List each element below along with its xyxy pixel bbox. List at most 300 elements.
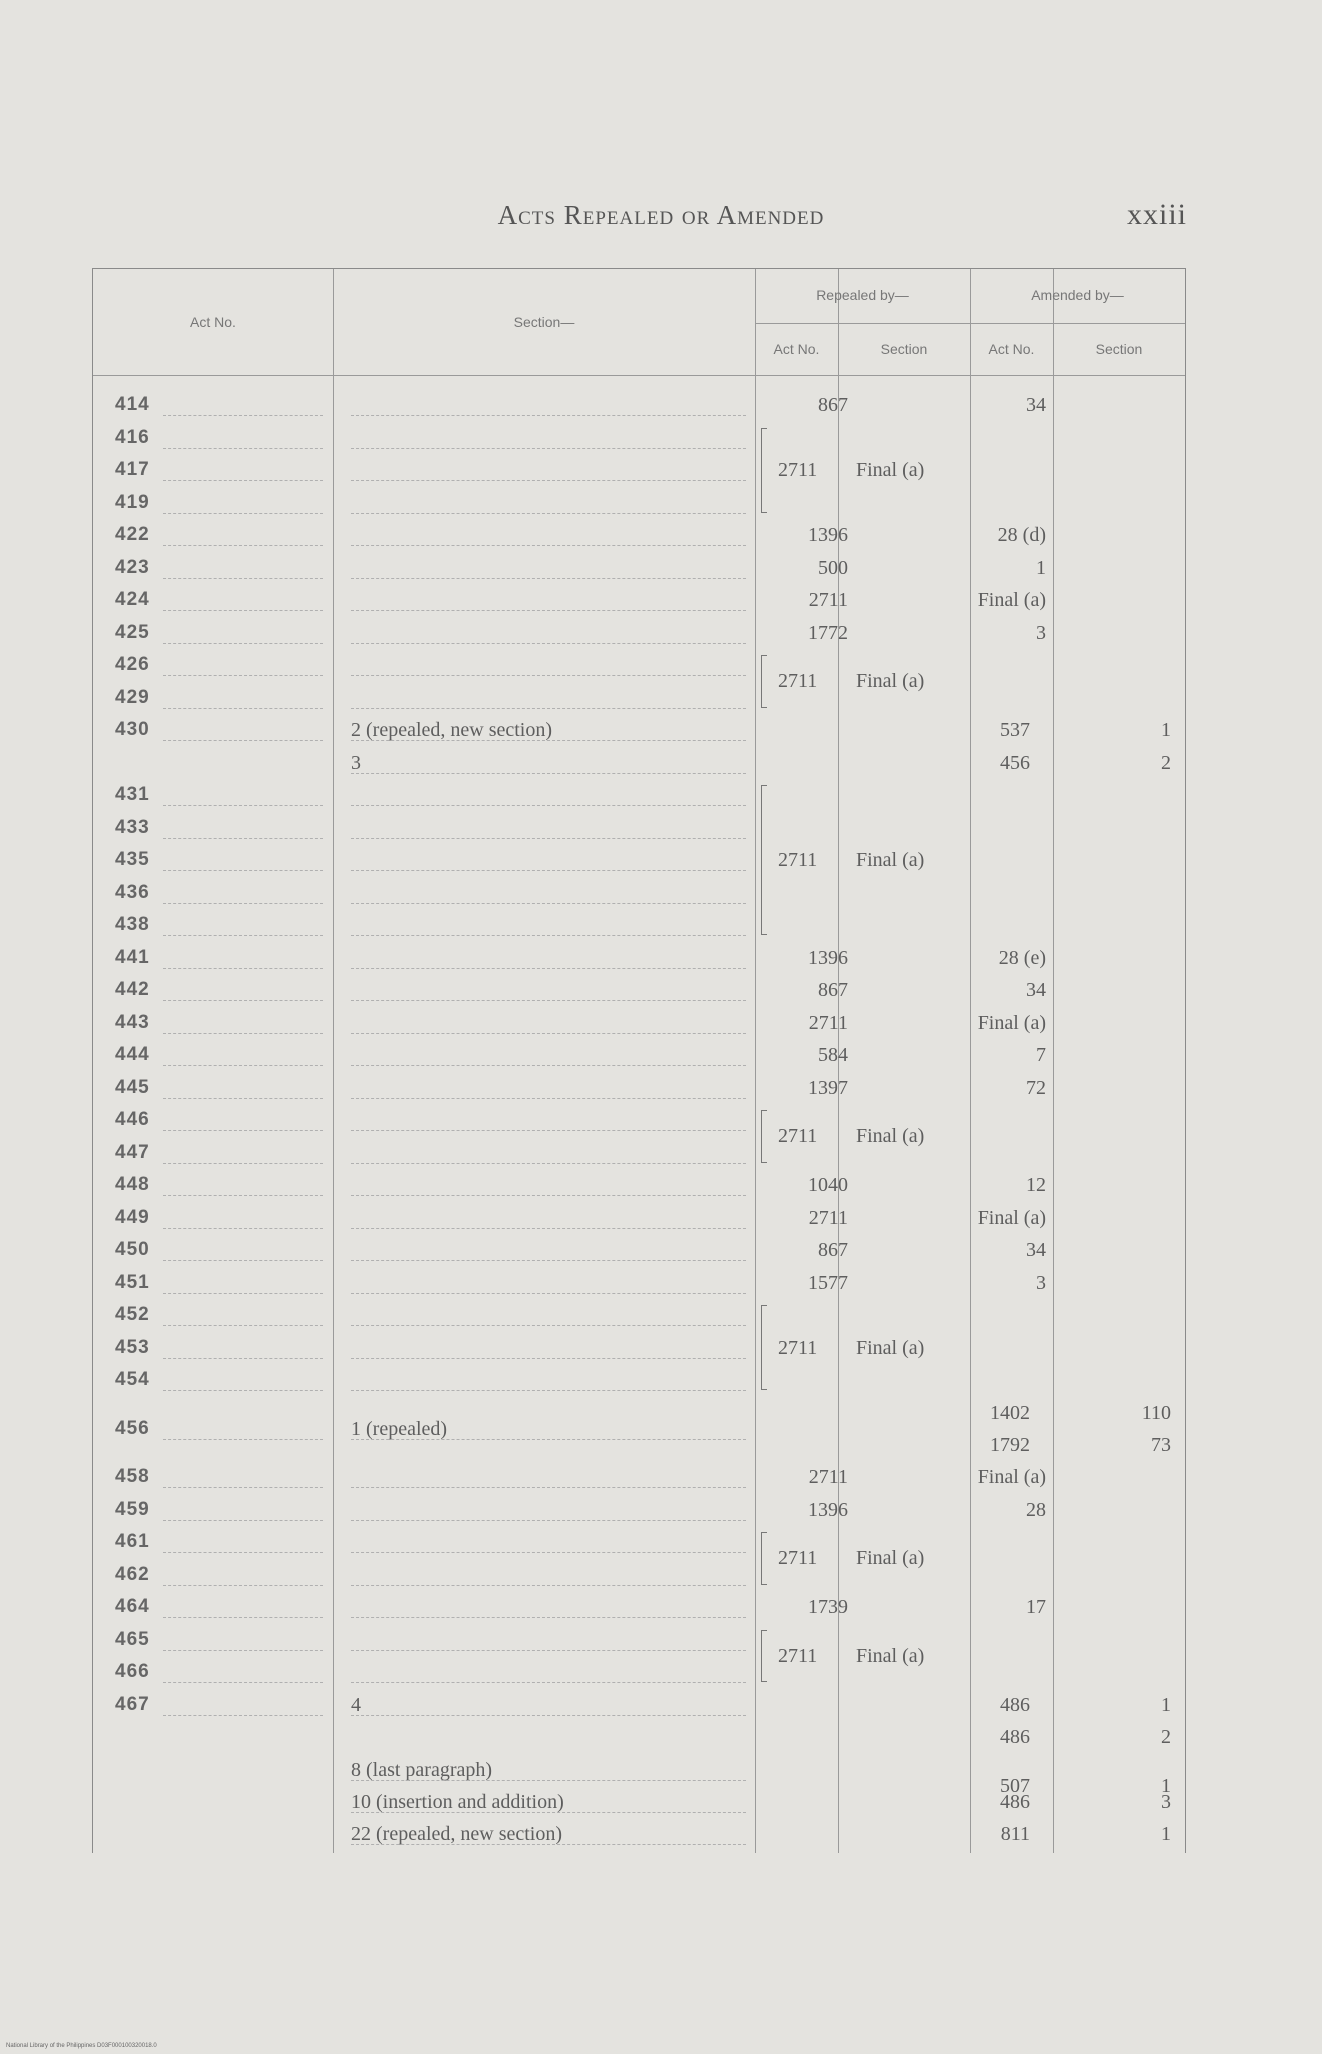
dot-leader (163, 1496, 323, 1521)
dot-leader (351, 1496, 746, 1521)
amended-section (1063, 617, 1171, 649)
dot-leader (163, 1593, 323, 1618)
dot-leader (163, 1691, 323, 1716)
act-number: 451 (115, 1271, 150, 1293)
amended-act-no: 1792 (990, 1433, 1030, 1456)
dot-leader (163, 716, 323, 741)
amended-act-no (970, 1202, 1030, 1234)
amended-act-no (970, 1526, 1030, 1558)
dot-leader (351, 1139, 746, 1164)
amended-section (1063, 1072, 1171, 1104)
dot-leader (163, 1366, 323, 1391)
table-row (93, 617, 1187, 649)
repealed-act-no: 2711 (808, 1206, 848, 1229)
dot-leader (163, 1041, 323, 1066)
amended-section (1063, 519, 1171, 551)
amended-section: 3 (1161, 1790, 1171, 1813)
dot-leader (163, 489, 323, 514)
dot-leader (351, 1788, 746, 1813)
footer-credit: National Library of the Philippines D03F000100320018.0 (6, 2043, 157, 2049)
repealed-act-no: 500 (818, 556, 848, 579)
dot-leader (351, 489, 746, 514)
amended-section (1063, 1007, 1171, 1039)
amended-act-no (970, 1494, 1030, 1526)
act-number (115, 1818, 323, 1850)
repealed-act-no (758, 1818, 848, 1850)
act-number: 438 (115, 914, 150, 935)
repealed-act-no (758, 1721, 848, 1753)
grouping-brace (761, 655, 762, 708)
dot-leader (163, 1334, 323, 1359)
dot-leader (163, 911, 323, 936)
amended-section (1063, 1624, 1171, 1656)
act-number: 436 (115, 881, 150, 903)
act-number: 430 (115, 719, 150, 740)
amended-section (1063, 487, 1171, 519)
repealed-act-no: 867 (818, 979, 848, 1001)
act-number: 465 (115, 1628, 150, 1650)
header-act-no: Act No. (190, 314, 236, 330)
header-section: Section— (513, 314, 575, 330)
dot-leader (163, 944, 323, 969)
amended-act-no: 507 (1000, 1774, 1030, 1797)
amended-act-no: 811 (1000, 1823, 1030, 1845)
repealed-section: 28 (d) (997, 524, 1046, 546)
act-number: 417 (115, 459, 150, 480)
dot-leader (163, 521, 323, 546)
table-row (93, 1332, 1187, 1364)
header-amended-by: Amended by— (1031, 287, 1124, 303)
act-number: 425 (115, 621, 150, 643)
act-number: 445 (115, 1076, 150, 1098)
amended-act-no (970, 1299, 1030, 1331)
amended-act-no (970, 974, 1030, 1006)
table-row (93, 1364, 1187, 1396)
repealed-section: 17 (1026, 1596, 1046, 1618)
dot-leader (351, 1301, 746, 1326)
repealed-section: 34 (1026, 394, 1046, 416)
dot-leader (163, 846, 323, 871)
repealed-act-no (758, 1429, 848, 1461)
dot-leader (351, 456, 746, 481)
repealed-section: 28 (e) (998, 946, 1046, 969)
amended-act-no (970, 617, 1030, 649)
amended-section: 1 (1161, 1693, 1171, 1716)
grouping-brace (761, 1630, 762, 1683)
act-number: 444 (115, 1044, 150, 1065)
dot-leader (163, 1269, 323, 1294)
amended-section (1063, 1559, 1171, 1591)
amended-section (1063, 1267, 1171, 1299)
dot-leader (163, 554, 323, 579)
section-text: 8 (last paragraph) (351, 1758, 493, 1781)
table-row (93, 519, 1187, 551)
repealed-act-no (758, 487, 848, 519)
dot-leader (351, 1269, 746, 1294)
dot-leader (351, 1366, 746, 1391)
table-row (93, 1039, 1187, 1071)
act-number: 458 (115, 1466, 150, 1487)
dot-leader (351, 814, 746, 839)
amended-section (1063, 877, 1171, 909)
amended-section (1063, 584, 1171, 616)
amended-section (1063, 1526, 1171, 1558)
header-subrule (755, 323, 1185, 324)
amended-section (1063, 942, 1171, 974)
table-row (93, 714, 1187, 746)
dot-leader (163, 1626, 323, 1651)
repealed-act-no (758, 1299, 848, 1331)
amended-section (1063, 909, 1171, 941)
dot-leader (351, 1334, 746, 1359)
repealed-act-no (758, 422, 848, 454)
amended-act-no (970, 1364, 1030, 1396)
amended-section (1063, 1137, 1171, 1169)
table-row (93, 877, 1187, 909)
act-number: 462 (115, 1563, 150, 1585)
dot-leader (163, 1009, 323, 1034)
act-number: 414 (115, 394, 150, 415)
repealed-act-no: 2711 (778, 459, 818, 481)
act-number: 453 (115, 1336, 150, 1358)
dot-leader (163, 456, 323, 481)
table-row (93, 1689, 1187, 1721)
table-row (93, 1559, 1187, 1591)
table-row (93, 649, 1187, 681)
table-row (93, 1234, 1187, 1266)
dot-leader (351, 944, 746, 969)
grouping-brace (761, 428, 762, 513)
repealed-act-no: 2711 (778, 1547, 818, 1570)
amended-section (1063, 422, 1171, 454)
amended-section (1063, 1299, 1171, 1331)
dot-leader (351, 684, 746, 709)
act-number: 443 (115, 1011, 150, 1033)
repealed-section: 3 (1036, 621, 1046, 644)
repealed-act-no: 1396 (808, 1498, 848, 1521)
table-row (93, 747, 1187, 779)
amended-section (1063, 1656, 1171, 1688)
table-row (93, 844, 1187, 876)
table-row (93, 1169, 1187, 1201)
amended-section (1063, 779, 1171, 811)
amended-act-no (970, 1267, 1030, 1299)
table-row (93, 389, 1187, 421)
table-row (93, 942, 1187, 974)
grouping-brace (761, 785, 762, 935)
dot-leader (163, 781, 323, 806)
header-amended-act-no: Act No. (988, 341, 1035, 357)
section-text: 10 (insertion and addition) (351, 1790, 564, 1813)
page-title: Acts Repealed or Amended (497, 200, 825, 230)
table-row (93, 1624, 1187, 1656)
table-row (93, 1818, 1187, 1850)
repealed-act-no: 2711 (778, 1125, 818, 1148)
repealed-section: Final (a) (977, 1206, 1046, 1229)
amended-section (1063, 552, 1171, 584)
dot-leader (351, 651, 746, 676)
table-row (93, 1461, 1187, 1493)
amended-act-no: 486 (1000, 1693, 1030, 1716)
dot-leader (351, 879, 746, 904)
act-number: 464 (115, 1596, 150, 1617)
act-number (115, 1721, 323, 1753)
repealed-act-no: 2711 (778, 670, 818, 693)
amended-act-no (970, 1104, 1030, 1136)
repealed-act-no: 1397 (808, 1076, 848, 1099)
section-text: 3 (351, 751, 361, 774)
dot-leader (163, 424, 323, 449)
amended-act-no (970, 1656, 1030, 1688)
dot-leader (351, 521, 746, 546)
dot-leader (163, 1301, 323, 1326)
dot-leader (163, 1561, 323, 1586)
repealed-section: Final (a) (856, 1125, 925, 1148)
act-number: 467 (115, 1693, 150, 1715)
dot-leader (351, 911, 746, 936)
amended-section (1063, 389, 1171, 421)
repealed-act-no: 2711 (808, 1011, 848, 1034)
amended-section: 110 (1141, 1401, 1171, 1424)
act-number (115, 1786, 323, 1818)
amended-act-no (970, 1461, 1030, 1493)
dot-leader (351, 1528, 746, 1553)
header-repealed-by: Repealed by— (816, 287, 909, 303)
act-number: 442 (115, 979, 150, 1000)
table-row (93, 1721, 1187, 1753)
dot-leader (163, 1528, 323, 1553)
act-number: 466 (115, 1661, 150, 1682)
header-repealed-section: Section (880, 341, 928, 357)
amended-act-no (970, 519, 1030, 551)
amended-section (1063, 649, 1171, 681)
act-number: 452 (115, 1304, 150, 1325)
dot-leader (351, 1204, 746, 1229)
act-number: 429 (115, 686, 150, 708)
dot-leader (351, 1593, 746, 1618)
dot-leader (351, 1820, 746, 1845)
repealed-act-no: 1396 (808, 946, 848, 969)
dot-leader (351, 716, 746, 741)
repealed-act-no (758, 1786, 848, 1818)
amended-act-no (970, 779, 1030, 811)
act-number: 446 (115, 1109, 150, 1130)
amended-act-no (970, 909, 1030, 941)
dot-leader (351, 1009, 746, 1034)
table-row (93, 1202, 1187, 1234)
amended-act-no (970, 389, 1030, 421)
amended-section: 2 (1161, 751, 1171, 774)
dot-leader (351, 1561, 746, 1586)
amended-section: 1 (1161, 719, 1171, 741)
amended-section (1063, 1039, 1171, 1071)
amended-section: 1 (1161, 1774, 1171, 1797)
amended-section: 2 (1161, 1726, 1171, 1748)
amended-section (1063, 1104, 1171, 1136)
amended-section (1063, 974, 1171, 1006)
table-row (93, 1267, 1187, 1299)
repealed-act-no (758, 909, 848, 941)
dot-leader (351, 554, 746, 579)
dot-leader (351, 1106, 746, 1131)
repealed-section: Final (a) (977, 589, 1046, 611)
act-number: 424 (115, 589, 150, 610)
acts-table (92, 268, 1186, 1853)
dot-leader (163, 391, 323, 416)
act-number (115, 747, 323, 779)
amended-section (1063, 1202, 1171, 1234)
amended-section: 73 (1151, 1433, 1171, 1456)
repealed-act-no: 2711 (778, 1336, 818, 1359)
dot-leader (351, 781, 746, 806)
amended-act-no: 456 (1000, 751, 1030, 774)
dot-leader (163, 976, 323, 1001)
amended-act-no: 537 (1000, 719, 1030, 741)
amended-act-no (970, 1332, 1030, 1364)
amended-section (1063, 1461, 1171, 1493)
repealed-section: Final (a) (856, 1644, 925, 1667)
amended-section (1063, 1332, 1171, 1364)
amended-section (1063, 1234, 1171, 1266)
repealed-section: 34 (1026, 1239, 1046, 1261)
table-row (93, 422, 1187, 454)
table-row (93, 552, 1187, 584)
repealed-section: 1 (1036, 556, 1046, 579)
repealed-section: Final (a) (856, 1336, 925, 1359)
repealed-act-no: 1772 (808, 621, 848, 644)
amended-act-no (970, 552, 1030, 584)
amended-act-no (970, 1169, 1030, 1201)
dot-leader (163, 1463, 323, 1488)
amended-section: 1 (1161, 1823, 1171, 1845)
dot-leader (351, 1074, 746, 1099)
dot-leader (163, 1171, 323, 1196)
repealed-section: 34 (1026, 979, 1046, 1001)
table-row (93, 454, 1187, 486)
section-text: 1 (repealed) (351, 1417, 448, 1440)
table-row (93, 1007, 1187, 1039)
act-number (115, 1429, 323, 1461)
amended-act-no (970, 1007, 1030, 1039)
amended-act-no (970, 812, 1030, 844)
act-number: 441 (115, 946, 150, 968)
repealed-act-no (758, 1689, 848, 1721)
amended-act-no (970, 1072, 1030, 1104)
table-row (93, 1429, 1187, 1461)
amended-section (1063, 682, 1171, 714)
amended-section (1063, 844, 1171, 876)
dot-leader (163, 1658, 323, 1683)
act-number: 448 (115, 1174, 150, 1195)
act-number: 456 (115, 1417, 150, 1439)
table-row (93, 1526, 1187, 1558)
dot-leader (351, 424, 746, 449)
table-row (93, 1656, 1187, 1688)
amended-act-no (970, 422, 1030, 454)
dot-leader (163, 1074, 323, 1099)
dot-leader (351, 619, 746, 644)
dot-leader (351, 749, 746, 774)
table-row (93, 682, 1187, 714)
dot-leader (163, 651, 323, 676)
table-row (93, 1591, 1187, 1623)
amended-act-no (970, 1559, 1030, 1591)
amended-section (1063, 454, 1171, 486)
dot-leader (351, 846, 746, 871)
amended-section (1063, 1494, 1171, 1526)
repealed-act-no (758, 1364, 848, 1396)
repealed-act-no: 2711 (778, 1644, 818, 1667)
repealed-section: Final (a) (977, 1011, 1046, 1034)
table-row (93, 1786, 1187, 1818)
dot-leader (351, 1463, 746, 1488)
dot-leader (163, 1139, 323, 1164)
repealed-section: 12 (1026, 1174, 1046, 1196)
act-number: 419 (115, 491, 150, 513)
amended-act-no (970, 1039, 1030, 1071)
repealed-act-no: 1040 (808, 1174, 848, 1196)
amended-section (1063, 1364, 1171, 1396)
dot-leader (351, 1691, 746, 1716)
table-row (93, 584, 1187, 616)
dot-leader (351, 1626, 746, 1651)
dot-leader (351, 1041, 746, 1066)
repealed-section: 72 (1026, 1076, 1046, 1099)
repealed-act-no: 1396 (808, 524, 848, 546)
act-number: 416 (115, 426, 150, 448)
table-row (93, 1104, 1187, 1136)
repealed-section: Final (a) (856, 459, 925, 481)
section-text: 2 (repealed, new section) (351, 719, 553, 741)
repealed-act-no: 2711 (808, 1466, 848, 1488)
dot-leader (163, 619, 323, 644)
amended-act-no: 486 (1000, 1726, 1030, 1748)
table-row (93, 812, 1187, 844)
amended-act-no (970, 454, 1030, 486)
amended-act-no (970, 844, 1030, 876)
act-number: 450 (115, 1239, 150, 1260)
table-row (93, 974, 1187, 1006)
repealed-section: 3 (1036, 1271, 1046, 1294)
act-number: 422 (115, 524, 150, 545)
amended-act-no (970, 682, 1030, 714)
amended-act-no (970, 1624, 1030, 1656)
amended-section (1063, 1591, 1171, 1623)
amended-act-no (970, 1137, 1030, 1169)
act-number: 454 (115, 1369, 150, 1390)
dot-leader (163, 1236, 323, 1261)
amended-act-no (970, 877, 1030, 909)
dot-leader (351, 1658, 746, 1683)
repealed-section: Final (a) (856, 849, 925, 871)
repealed-section: 28 (1026, 1498, 1046, 1521)
act-number: 449 (115, 1206, 150, 1228)
act-number: 431 (115, 784, 150, 805)
amended-act-no: 1402 (990, 1401, 1030, 1424)
dot-leader (351, 391, 746, 416)
repealed-act-no (758, 779, 848, 811)
dot-leader (163, 879, 323, 904)
dot-leader (163, 586, 323, 611)
repealed-act-no (758, 714, 848, 746)
amended-act-no (970, 649, 1030, 681)
repealed-act-no: 867 (818, 394, 848, 416)
amended-act-no (970, 1591, 1030, 1623)
table-row (93, 1072, 1187, 1104)
dot-leader (163, 1204, 323, 1229)
repealed-act-no: 2711 (808, 589, 848, 611)
act-number: 423 (115, 556, 150, 578)
